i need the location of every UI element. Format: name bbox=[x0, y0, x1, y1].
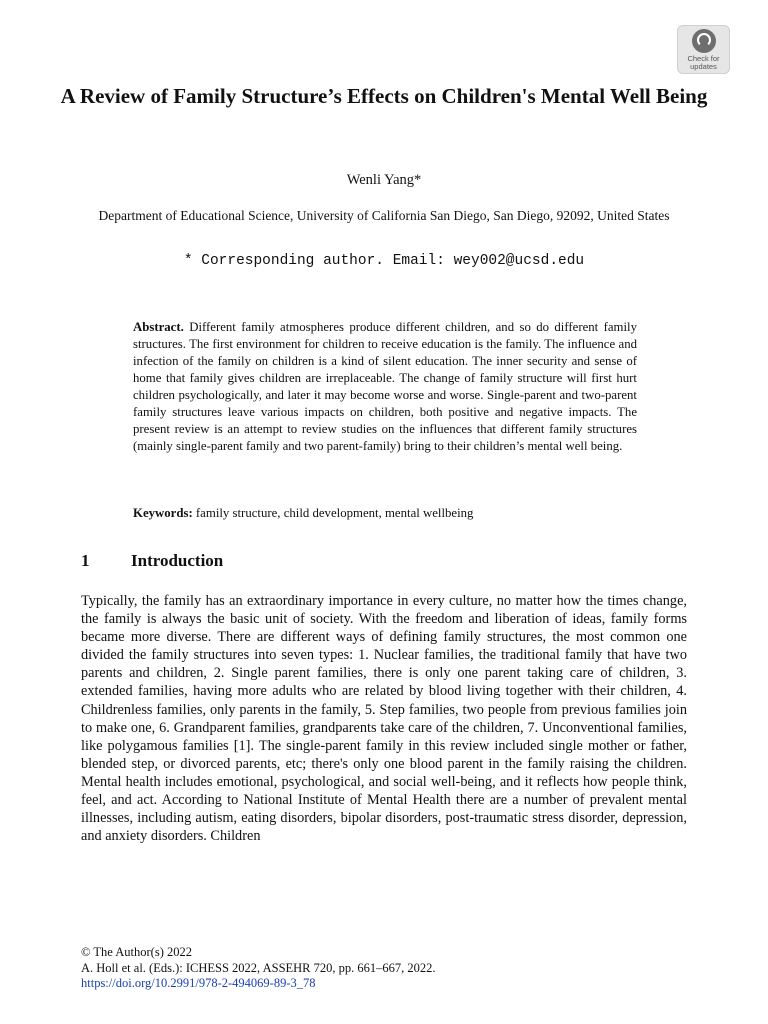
abstract bbox=[133, 319, 637, 455]
keywords-label: Keywords: bbox=[133, 506, 193, 520]
section-heading bbox=[81, 551, 223, 571]
corresponding-author: * Corresponding author. Email: wey002@ucsd.edu bbox=[183, 253, 585, 269]
keywords-text: family structure, child development, mental wellbeing bbox=[195, 506, 474, 520]
section-number: 1 bbox=[81, 551, 90, 570]
author-affiliation: Department of Educational Science, University of California San Diego, San Diego, 92092, United States bbox=[98, 208, 670, 223]
check-for-updates-icon bbox=[692, 29, 716, 53]
keywords bbox=[133, 506, 637, 521]
abstract-label: Abstract. bbox=[133, 320, 184, 334]
doi-link[interactable]: https://doi.org/10.2991/978-2-494069-89-3_78 bbox=[81, 976, 316, 990]
footer bbox=[81, 945, 436, 992]
author-name: Wenli Yang* bbox=[346, 172, 422, 188]
check-for-updates-label: Check for updates bbox=[687, 54, 720, 71]
section-title: Introduction bbox=[131, 551, 224, 570]
check-for-updates-badge[interactable] bbox=[677, 25, 730, 74]
body-paragraph: Typically, the family has an extraordinary importance in every culture, no matter how the times change, the family is always the basic unit of society. With the freedom and liberation of ideas, family forms became more diverse. There are different ways of defining family structures, the most common one divided the family structures into seven types: 1. Nuclear families, the traditional family that have two parents and children, 2. Single parent families, there is only one parent taking care of children, 3. extended families, having more adults who are related by blood living together with their children, 4. Childrenless families, only parents in the family, 5. Step families, two people from previous families join to make one, 6. Grandparent families, grandparents take care of the children, 7. Unconventional families, like polygamous families [1]. The single-parent family in this review included single mother or father, blended step, or divorced parents, etc; there's only one blood parent in the family raising the children. Mental health includes emotional, psychological, and social well-being, and it reflects how people think, feel, and act. According to National Institute of Mental Health there are a number of prevalent mental illnesses, including autism, eating disorders, bipolar disorders, post-traumatic stress disorder, depression, and anxiety disorders. Children bbox=[81, 593, 687, 845]
abstract-text: Different family atmospheres produce different children, and so do different family structures. The first environment for children to receive education is the family. The influence and infection of the family on children is a kind of silent education. The inner security and sense of home that family gives children are irreplaceable. The change of family structure will first hurt children psychologically, and later it may become worse and worse. Single-parent and two-parent family structures leave various impacts on children, both positive and negative impacts. The present review is an attempt to review studies on the influences that different family structures (mainly single-parent family and two parent-family) bring to their children’s mental well being. bbox=[133, 320, 637, 453]
citation-line: A. Holl et al. (Eds.): ICHESS 2022, ASSEHR 720, pp. 661–667, 2022. bbox=[81, 960, 436, 975]
copyright-line: © The Author(s) 2022 bbox=[81, 945, 192, 959]
paper-title: A Review of Family Structure’s Effects on Children's Mental Well Being bbox=[60, 84, 708, 108]
